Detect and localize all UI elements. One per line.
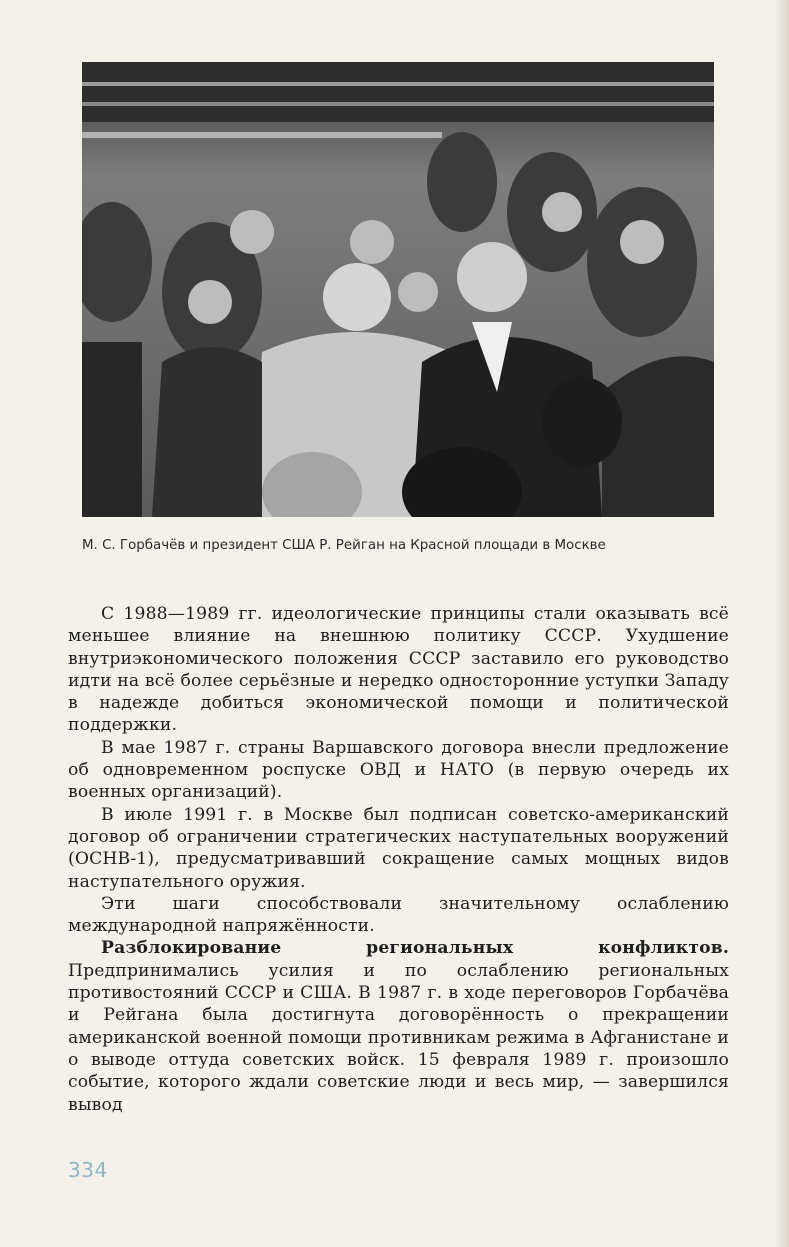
paragraph-text: В июле 1991 г. в Москве был подписан советско-американский договор об ограничении стратегических наступательных вооружений (ОСНВ-1), предусматривавший сокращение самых мощных видов наступательного оружия. bbox=[68, 804, 729, 892]
paragraph bbox=[68, 804, 729, 893]
body-text bbox=[68, 603, 729, 1116]
photo-caption: М. С. Горбачёв и президент США Р. Рейган на Красной площади в Москве bbox=[82, 538, 606, 553]
historical-photo bbox=[82, 62, 714, 517]
paragraph-text: В мае 1987 г. страны Варшавского договора внесли предложение об одновременном роспуске ОВД и НАТО (в первую очередь их военных организаций). bbox=[68, 737, 729, 803]
paragraph-text: Предпринимались усилия и по ослаблению региональных противостояний СССР и США. В 1987 г. в ходе переговоров Горбачёва и Рейгана была достигнута договорённость о прекращении американской военной помощи противникам режима в Афганистане и о выводе оттуда советских войск. 15 февраля 1989 г. произошло событие, которого ждали советские люди и весь мир, — завершился вывод bbox=[68, 960, 729, 1115]
page-edge bbox=[775, 0, 789, 1247]
paragraph-text: С 1988—1989 гг. идеологические принципы стали оказывать всё меньшее влияние на внешнюю политику СССР. Ухудшение внутриэкономического положения СССР заставило его руководство идти на всё более серьёзные и нередко односторонние уступки Западу в надежде добиться экономической помощи и политической поддержки. bbox=[68, 604, 729, 736]
page-number: 334 bbox=[68, 1158, 108, 1182]
paragraph bbox=[68, 603, 729, 737]
section-heading: Разблокирование региональных конфликтов. bbox=[101, 938, 729, 959]
paragraph bbox=[68, 937, 729, 1115]
paragraph bbox=[68, 893, 729, 938]
paragraph bbox=[68, 737, 729, 804]
photo-illustration bbox=[82, 62, 714, 517]
paragraph-text: Эти шаги способствовали значительному ослаблению международной напряжённости. bbox=[68, 893, 729, 937]
